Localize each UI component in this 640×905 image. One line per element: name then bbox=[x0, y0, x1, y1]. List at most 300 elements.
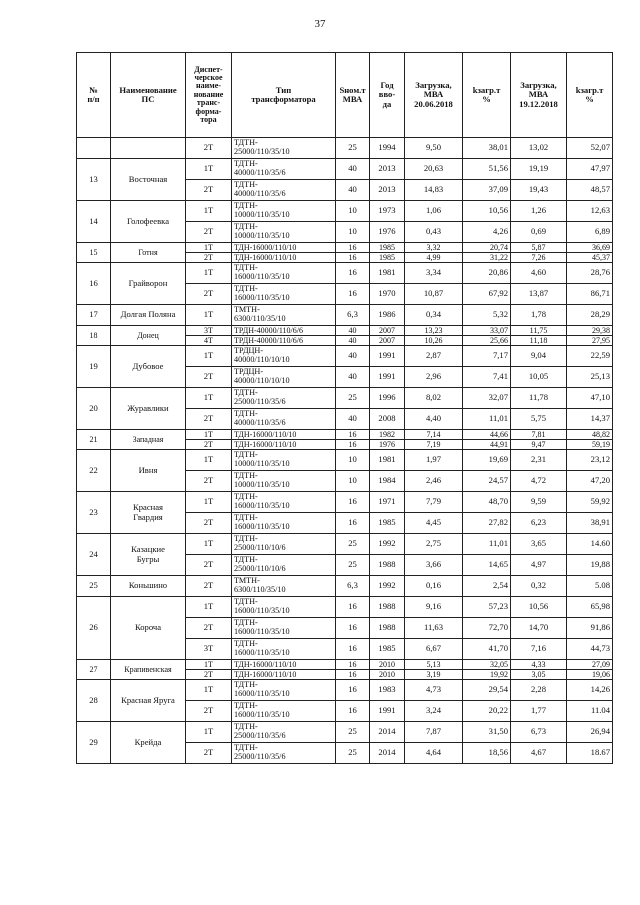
dispatch-name-cell: 1Т bbox=[186, 597, 232, 618]
transformer-type-cell: ТРДЦН- 40000/110/10/10 bbox=[232, 346, 336, 367]
dispatch-name-cell: 1Т bbox=[186, 243, 232, 253]
load-june-cell: 20,63 bbox=[405, 159, 463, 180]
load-december-cell: 13,02 bbox=[511, 138, 567, 159]
commission-year-cell: 1981 bbox=[370, 450, 405, 471]
load-june-cell: 4,73 bbox=[405, 680, 463, 701]
load-june-cell: 3,24 bbox=[405, 701, 463, 722]
load-december-cell: 9,04 bbox=[511, 346, 567, 367]
load-june-cell: 4,64 bbox=[405, 743, 463, 764]
rated-power-cell: 25 bbox=[336, 743, 370, 764]
commission-year-cell: 2010 bbox=[370, 670, 405, 680]
load-december-cell: 7,16 bbox=[511, 639, 567, 660]
dispatch-name-cell: 1Т bbox=[186, 159, 232, 180]
load-factor-june-cell: 11,01 bbox=[463, 534, 511, 555]
dispatch-name-cell: 1Т bbox=[186, 660, 232, 670]
load-june-cell: 2,75 bbox=[405, 534, 463, 555]
substation-name: Дубовое bbox=[111, 346, 186, 388]
commission-year-cell: 1991 bbox=[370, 701, 405, 722]
transformer-type-cell: ТМТН- 6300/110/35/10 bbox=[232, 576, 336, 597]
load-factor-june-cell: 29,54 bbox=[463, 680, 511, 701]
table-row bbox=[77, 138, 613, 159]
load-december-cell: 3,05 bbox=[511, 670, 567, 680]
commission-year-cell: 1976 bbox=[370, 440, 405, 450]
load-december-cell: 4,33 bbox=[511, 660, 567, 670]
load-factor-december-cell: 19,06 bbox=[567, 670, 613, 680]
table-row bbox=[77, 492, 613, 513]
load-december-cell: 5,75 bbox=[511, 409, 567, 430]
rated-power-cell: 25 bbox=[336, 138, 370, 159]
table-row bbox=[77, 450, 613, 471]
load-factor-december-cell: 29,38 bbox=[567, 326, 613, 336]
transformer-type-cell: ТДН-16000/110/10 bbox=[232, 430, 336, 440]
rated-power-cell: 16 bbox=[336, 639, 370, 660]
load-factor-june-cell: 19,92 bbox=[463, 670, 511, 680]
dispatch-name-cell: 1Т bbox=[186, 388, 232, 409]
commission-year-cell: 1988 bbox=[370, 555, 405, 576]
transformer-type-cell: ТДТН- 40000/110/35/6 bbox=[232, 409, 336, 430]
load-factor-december-cell: 6,89 bbox=[567, 222, 613, 243]
load-factor-june-cell: 44,91 bbox=[463, 440, 511, 450]
load-factor-june-cell: 48,70 bbox=[463, 492, 511, 513]
transformer-type-cell: ТРДН-40000/110/6/6 bbox=[232, 326, 336, 336]
load-june-cell: 5,13 bbox=[405, 660, 463, 670]
dispatch-name-cell: 2Т bbox=[186, 471, 232, 492]
load-factor-december-cell: 5.08 bbox=[567, 576, 613, 597]
load-december-cell: 2,28 bbox=[511, 680, 567, 701]
substation-name: Крейда bbox=[111, 722, 186, 764]
load-factor-december-cell: 48,57 bbox=[567, 180, 613, 201]
load-june-cell: 4,40 bbox=[405, 409, 463, 430]
load-factor-june-cell: 20,22 bbox=[463, 701, 511, 722]
load-factor-december-cell: 14,26 bbox=[567, 680, 613, 701]
load-june-cell: 9,50 bbox=[405, 138, 463, 159]
load-factor-december-cell: 26,94 bbox=[567, 722, 613, 743]
commission-year-cell: 2007 bbox=[370, 336, 405, 346]
commission-year-cell: 1971 bbox=[370, 492, 405, 513]
transformer-type-cell: ТДТН- 16000/110/35/10 bbox=[232, 680, 336, 701]
dispatch-name-cell: 2Т bbox=[186, 222, 232, 243]
substation-number: 14 bbox=[77, 201, 111, 243]
load-factor-december-cell: 23,12 bbox=[567, 450, 613, 471]
load-december-cell: 4,60 bbox=[511, 263, 567, 284]
commission-year-cell: 2014 bbox=[370, 722, 405, 743]
load-december-cell: 13,87 bbox=[511, 284, 567, 305]
substation-number: 20 bbox=[77, 388, 111, 430]
load-factor-december-cell: 14.60 bbox=[567, 534, 613, 555]
load-factor-december-cell: 59,92 bbox=[567, 492, 613, 513]
load-factor-june-cell: 7,41 bbox=[463, 367, 511, 388]
rated-power-cell: 16 bbox=[336, 618, 370, 639]
transformer-type-cell: ТДТН- 10000/110/35/10 bbox=[232, 471, 336, 492]
load-june-cell: 13,23 bbox=[405, 326, 463, 336]
load-factor-december-cell: 48,82 bbox=[567, 430, 613, 440]
substation-name: Донец bbox=[111, 326, 186, 346]
load-june-cell: 7,79 bbox=[405, 492, 463, 513]
load-factor-june-cell: 4,26 bbox=[463, 222, 511, 243]
rated-power-cell: 40 bbox=[336, 346, 370, 367]
load-factor-june-cell: 57,23 bbox=[463, 597, 511, 618]
rated-power-cell: 40 bbox=[336, 180, 370, 201]
substation-number: 22 bbox=[77, 450, 111, 492]
load-factor-june-cell: 37,09 bbox=[463, 180, 511, 201]
substation-name: Короча bbox=[111, 597, 186, 660]
table-row bbox=[77, 534, 613, 555]
load-december-cell: 0,32 bbox=[511, 576, 567, 597]
load-factor-december-cell: 14,37 bbox=[567, 409, 613, 430]
load-factor-december-cell: 86,71 bbox=[567, 284, 613, 305]
rated-power-cell: 16 bbox=[336, 440, 370, 450]
transformer-type-cell: ТДТН- 16000/110/35/10 bbox=[232, 513, 336, 534]
commission-year-cell: 1982 bbox=[370, 430, 405, 440]
load-factor-december-cell: 44,73 bbox=[567, 639, 613, 660]
rated-power-cell: 16 bbox=[336, 263, 370, 284]
load-factor-december-cell: 36,69 bbox=[567, 243, 613, 253]
dispatch-name-cell: 1Т bbox=[186, 201, 232, 222]
load-factor-june-cell: 24,57 bbox=[463, 471, 511, 492]
load-june-cell: 3,66 bbox=[405, 555, 463, 576]
load-june-cell: 6,67 bbox=[405, 639, 463, 660]
rated-power-cell: 16 bbox=[336, 513, 370, 534]
commission-year-cell: 1992 bbox=[370, 576, 405, 597]
rated-power-cell: 40 bbox=[336, 336, 370, 346]
table-row bbox=[77, 680, 613, 701]
transformer-type-cell: ТДТН- 10000/110/35/10 bbox=[232, 201, 336, 222]
transformer-type-cell: ТДН-16000/110/10 bbox=[232, 440, 336, 450]
substation-number: 16 bbox=[77, 263, 111, 305]
load-june-cell: 7,87 bbox=[405, 722, 463, 743]
transformer-type-cell: ТДТН- 10000/110/35/10 bbox=[232, 450, 336, 471]
dispatch-name-cell: 1Т bbox=[186, 305, 232, 326]
load-factor-december-cell: 27,95 bbox=[567, 336, 613, 346]
load-december-cell: 7,81 bbox=[511, 430, 567, 440]
transformer-type-cell: ТДТН- 16000/110/35/10 bbox=[232, 263, 336, 284]
dispatch-name-cell: 1Т bbox=[186, 346, 232, 367]
table-row bbox=[77, 243, 613, 253]
transformer-load-table bbox=[76, 52, 613, 764]
commission-year-cell: 1984 bbox=[370, 471, 405, 492]
load-june-cell: 10,87 bbox=[405, 284, 463, 305]
substation-name: Красная Гвардия bbox=[111, 492, 186, 534]
load-factor-december-cell: 47,10 bbox=[567, 388, 613, 409]
load-december-cell: 1,78 bbox=[511, 305, 567, 326]
load-june-cell: 3,19 bbox=[405, 670, 463, 680]
load-factor-december-cell: 91,86 bbox=[567, 618, 613, 639]
load-june-cell: 0,43 bbox=[405, 222, 463, 243]
dispatch-name-cell: 2Т bbox=[186, 618, 232, 639]
transformer-type-cell: ТДТН- 16000/110/35/10 bbox=[232, 284, 336, 305]
substation-number: 25 bbox=[77, 576, 111, 597]
rated-power-cell: 40 bbox=[336, 159, 370, 180]
transformer-type-cell: ТДТН- 40000/110/35/6 bbox=[232, 159, 336, 180]
dispatch-name-cell: 2Т bbox=[186, 180, 232, 201]
load-december-cell: 4,97 bbox=[511, 555, 567, 576]
dispatch-name-cell: 3Т bbox=[186, 639, 232, 660]
table-row bbox=[77, 263, 613, 284]
dispatch-name-cell: 4Т bbox=[186, 336, 232, 346]
table-row bbox=[77, 576, 613, 597]
transformer-type-cell: ТДТН- 16000/110/35/10 bbox=[232, 492, 336, 513]
substation-name: Коньшино bbox=[111, 576, 186, 597]
load-factor-june-cell: 32,05 bbox=[463, 660, 511, 670]
load-december-cell: 4,67 bbox=[511, 743, 567, 764]
rated-power-cell: 10 bbox=[336, 471, 370, 492]
load-june-cell: 0,34 bbox=[405, 305, 463, 326]
substation-number: 23 bbox=[77, 492, 111, 534]
dispatch-name-cell: 1Т bbox=[186, 430, 232, 440]
substation-name: Готня bbox=[111, 243, 186, 263]
load-december-cell: 5,87 bbox=[511, 243, 567, 253]
table-row bbox=[77, 159, 613, 180]
rated-power-cell: 16 bbox=[336, 492, 370, 513]
substation-number: 13 bbox=[77, 159, 111, 201]
header-k-june: kзагр.т % bbox=[463, 53, 511, 138]
commission-year-cell: 1988 bbox=[370, 597, 405, 618]
load-june-cell: 2,46 bbox=[405, 471, 463, 492]
load-factor-december-cell: 25,13 bbox=[567, 367, 613, 388]
load-factor-june-cell: 32,07 bbox=[463, 388, 511, 409]
load-factor-december-cell: 59,19 bbox=[567, 440, 613, 450]
substation-number: 18 bbox=[77, 326, 111, 346]
commission-year-cell: 1988 bbox=[370, 618, 405, 639]
dispatch-name-cell: 2Т bbox=[186, 138, 232, 159]
load-december-cell: 19,19 bbox=[511, 159, 567, 180]
load-factor-december-cell: 47,97 bbox=[567, 159, 613, 180]
load-june-cell: 10,26 bbox=[405, 336, 463, 346]
rated-power-cell: 25 bbox=[336, 722, 370, 743]
substation-name bbox=[111, 138, 186, 159]
load-factor-june-cell: 18,56 bbox=[463, 743, 511, 764]
table-row bbox=[77, 326, 613, 336]
commission-year-cell: 1991 bbox=[370, 346, 405, 367]
load-factor-june-cell: 7,17 bbox=[463, 346, 511, 367]
rated-power-cell: 16 bbox=[336, 430, 370, 440]
load-december-cell: 11,75 bbox=[511, 326, 567, 336]
load-factor-june-cell: 19,69 bbox=[463, 450, 511, 471]
substation-number: 28 bbox=[77, 680, 111, 722]
load-factor-june-cell: 44,66 bbox=[463, 430, 511, 440]
transformer-type-cell: ТДН-16000/110/10 bbox=[232, 660, 336, 670]
rated-power-cell: 16 bbox=[336, 284, 370, 305]
load-factor-june-cell: 20,74 bbox=[463, 243, 511, 253]
load-factor-june-cell: 25,66 bbox=[463, 336, 511, 346]
substation-number: 15 bbox=[77, 243, 111, 263]
rated-power-cell: 40 bbox=[336, 367, 370, 388]
load-december-cell: 0,69 bbox=[511, 222, 567, 243]
transformer-type-cell: ТДТН- 16000/110/35/10 bbox=[232, 639, 336, 660]
load-june-cell: 7,19 bbox=[405, 440, 463, 450]
load-factor-june-cell: 20,86 bbox=[463, 263, 511, 284]
load-factor-june-cell: 31,50 bbox=[463, 722, 511, 743]
transformer-type-cell: ТДТН- 16000/110/35/10 bbox=[232, 701, 336, 722]
substation-number: 24 bbox=[77, 534, 111, 576]
load-june-cell: 2,96 bbox=[405, 367, 463, 388]
commission-year-cell: 2013 bbox=[370, 159, 405, 180]
load-factor-june-cell: 27,82 bbox=[463, 513, 511, 534]
dispatch-name-cell: 1Т bbox=[186, 680, 232, 701]
load-december-cell: 10,05 bbox=[511, 367, 567, 388]
commission-year-cell: 1985 bbox=[370, 243, 405, 253]
table-row bbox=[77, 430, 613, 440]
substation-name: Красная Яруга bbox=[111, 680, 186, 722]
header-type: Тип трансформатора bbox=[232, 53, 336, 138]
load-december-cell: 9,47 bbox=[511, 440, 567, 450]
commission-year-cell: 1991 bbox=[370, 367, 405, 388]
table-header-row bbox=[77, 53, 613, 138]
transformer-type-cell: ТДТН- 25000/110/35/6 bbox=[232, 743, 336, 764]
commission-year-cell: 2010 bbox=[370, 660, 405, 670]
dispatch-name-cell: 2Т bbox=[186, 701, 232, 722]
table-row bbox=[77, 388, 613, 409]
substation-name: Журавлики bbox=[111, 388, 186, 430]
load-factor-december-cell: 18.67 bbox=[567, 743, 613, 764]
substation-name: Казацкие Бугры bbox=[111, 534, 186, 576]
substation-number: 21 bbox=[77, 430, 111, 450]
substation-name: Крапивенская bbox=[111, 660, 186, 680]
transformer-type-cell: ТДТН- 10000/110/35/10 bbox=[232, 222, 336, 243]
load-june-cell: 7,14 bbox=[405, 430, 463, 440]
load-june-cell: 1,97 bbox=[405, 450, 463, 471]
load-december-cell: 7,26 bbox=[511, 253, 567, 263]
rated-power-cell: 25 bbox=[336, 388, 370, 409]
rated-power-cell: 10 bbox=[336, 201, 370, 222]
header-snom: Sном.т МВА bbox=[336, 53, 370, 138]
dispatch-name-cell: 1Т bbox=[186, 263, 232, 284]
substation-name: Долгая Поляна bbox=[111, 305, 186, 326]
commission-year-cell: 1985 bbox=[370, 639, 405, 660]
load-june-cell: 1,06 bbox=[405, 201, 463, 222]
rated-power-cell: 25 bbox=[336, 534, 370, 555]
load-factor-december-cell: 12,63 bbox=[567, 201, 613, 222]
substation-number: 29 bbox=[77, 722, 111, 764]
rated-power-cell: 25 bbox=[336, 555, 370, 576]
transformer-type-cell: ТРДЦН- 40000/110/10/10 bbox=[232, 367, 336, 388]
transformer-type-cell: ТДТН- 40000/110/35/6 bbox=[232, 180, 336, 201]
load-factor-december-cell: 45,37 bbox=[567, 253, 613, 263]
dispatch-name-cell: 1Т bbox=[186, 722, 232, 743]
header-name: Наименование ПС bbox=[111, 53, 186, 138]
table-row bbox=[77, 305, 613, 326]
load-factor-december-cell: 27,09 bbox=[567, 660, 613, 670]
load-june-cell: 3,32 bbox=[405, 243, 463, 253]
dispatch-name-cell: 2Т bbox=[186, 743, 232, 764]
load-factor-june-cell: 31,22 bbox=[463, 253, 511, 263]
load-factor-december-cell: 19,88 bbox=[567, 555, 613, 576]
transformer-type-cell: ТДН-16000/110/10 bbox=[232, 670, 336, 680]
dispatch-name-cell: 2Т bbox=[186, 367, 232, 388]
load-factor-june-cell: 33,07 bbox=[463, 326, 511, 336]
load-december-cell: 6,73 bbox=[511, 722, 567, 743]
load-december-cell: 11,78 bbox=[511, 388, 567, 409]
rated-power-cell: 6,3 bbox=[336, 576, 370, 597]
load-factor-december-cell: 22,59 bbox=[567, 346, 613, 367]
header-year: Год вво- да bbox=[370, 53, 405, 138]
load-june-cell: 4,99 bbox=[405, 253, 463, 263]
load-factor-june-cell: 2,54 bbox=[463, 576, 511, 597]
table-row bbox=[77, 201, 613, 222]
load-june-cell: 8,02 bbox=[405, 388, 463, 409]
commission-year-cell: 1985 bbox=[370, 513, 405, 534]
load-june-cell: 0,16 bbox=[405, 576, 463, 597]
dispatch-name-cell: 2Т bbox=[186, 284, 232, 305]
dispatch-name-cell: 2Т bbox=[186, 253, 232, 263]
load-june-cell: 11,63 bbox=[405, 618, 463, 639]
load-factor-june-cell: 14,65 bbox=[463, 555, 511, 576]
load-factor-june-cell: 67,92 bbox=[463, 284, 511, 305]
rated-power-cell: 40 bbox=[336, 326, 370, 336]
rated-power-cell: 16 bbox=[336, 701, 370, 722]
rated-power-cell: 16 bbox=[336, 680, 370, 701]
transformer-type-cell: ТДТН- 25000/110/10/6 bbox=[232, 555, 336, 576]
load-factor-june-cell: 38,01 bbox=[463, 138, 511, 159]
load-factor-june-cell: 10,56 bbox=[463, 201, 511, 222]
commission-year-cell: 1994 bbox=[370, 138, 405, 159]
commission-year-cell: 1985 bbox=[370, 253, 405, 263]
table-row bbox=[77, 597, 613, 618]
commission-year-cell: 1996 bbox=[370, 388, 405, 409]
transformer-type-cell: ТРДН-40000/110/6/6 bbox=[232, 336, 336, 346]
load-december-cell: 1,77 bbox=[511, 701, 567, 722]
transformer-type-cell: ТДТН- 16000/110/35/10 bbox=[232, 618, 336, 639]
load-factor-december-cell: 52,07 bbox=[567, 138, 613, 159]
substation-name: Западная bbox=[111, 430, 186, 450]
load-factor-june-cell: 11,01 bbox=[463, 409, 511, 430]
dispatch-name-cell: 1Т bbox=[186, 450, 232, 471]
rated-power-cell: 6,3 bbox=[336, 305, 370, 326]
load-factor-june-cell: 72,70 bbox=[463, 618, 511, 639]
load-december-cell: 4,72 bbox=[511, 471, 567, 492]
dispatch-name-cell: 2Т bbox=[186, 513, 232, 534]
rated-power-cell: 16 bbox=[336, 670, 370, 680]
load-june-cell: 3,34 bbox=[405, 263, 463, 284]
substation-number: 19 bbox=[77, 346, 111, 388]
header-load-december: Загрузка, МВА 19.12.2018 bbox=[511, 53, 567, 138]
commission-year-cell: 2013 bbox=[370, 180, 405, 201]
commission-year-cell: 1973 bbox=[370, 201, 405, 222]
table-row bbox=[77, 722, 613, 743]
substation-number: 27 bbox=[77, 660, 111, 680]
transformer-type-cell: ТДТН- 25000/110/10/6 bbox=[232, 534, 336, 555]
dispatch-name-cell: 2Т bbox=[186, 576, 232, 597]
commission-year-cell: 2008 bbox=[370, 409, 405, 430]
header-load-june: Загрузка, МВА 20.06.2018 bbox=[405, 53, 463, 138]
substation-name: Ивня bbox=[111, 450, 186, 492]
commission-year-cell: 1992 bbox=[370, 534, 405, 555]
load-june-cell: 4,45 bbox=[405, 513, 463, 534]
load-december-cell: 1,26 bbox=[511, 201, 567, 222]
dispatch-name-cell: 2Т bbox=[186, 670, 232, 680]
load-factor-december-cell: 65,98 bbox=[567, 597, 613, 618]
load-factor-december-cell: 11.04 bbox=[567, 701, 613, 722]
transformer-type-cell: ТДТН- 25000/110/35/10 bbox=[232, 138, 336, 159]
load-december-cell: 2,31 bbox=[511, 450, 567, 471]
substation-name: Восточная bbox=[111, 159, 186, 201]
rated-power-cell: 10 bbox=[336, 222, 370, 243]
load-factor-june-cell: 5,32 bbox=[463, 305, 511, 326]
substation-number bbox=[77, 138, 111, 159]
load-december-cell: 9,59 bbox=[511, 492, 567, 513]
load-june-cell: 14,83 bbox=[405, 180, 463, 201]
load-factor-june-cell: 51,56 bbox=[463, 159, 511, 180]
rated-power-cell: 16 bbox=[336, 597, 370, 618]
load-december-cell: 3,65 bbox=[511, 534, 567, 555]
transformer-type-cell: ТДТН- 16000/110/35/10 bbox=[232, 597, 336, 618]
substation-number: 17 bbox=[77, 305, 111, 326]
dispatch-name-cell: 2Т bbox=[186, 555, 232, 576]
commission-year-cell: 1986 bbox=[370, 305, 405, 326]
page-number: 37 bbox=[314, 18, 326, 30]
rated-power-cell: 16 bbox=[336, 253, 370, 263]
substation-name: Голофеевка bbox=[111, 201, 186, 243]
